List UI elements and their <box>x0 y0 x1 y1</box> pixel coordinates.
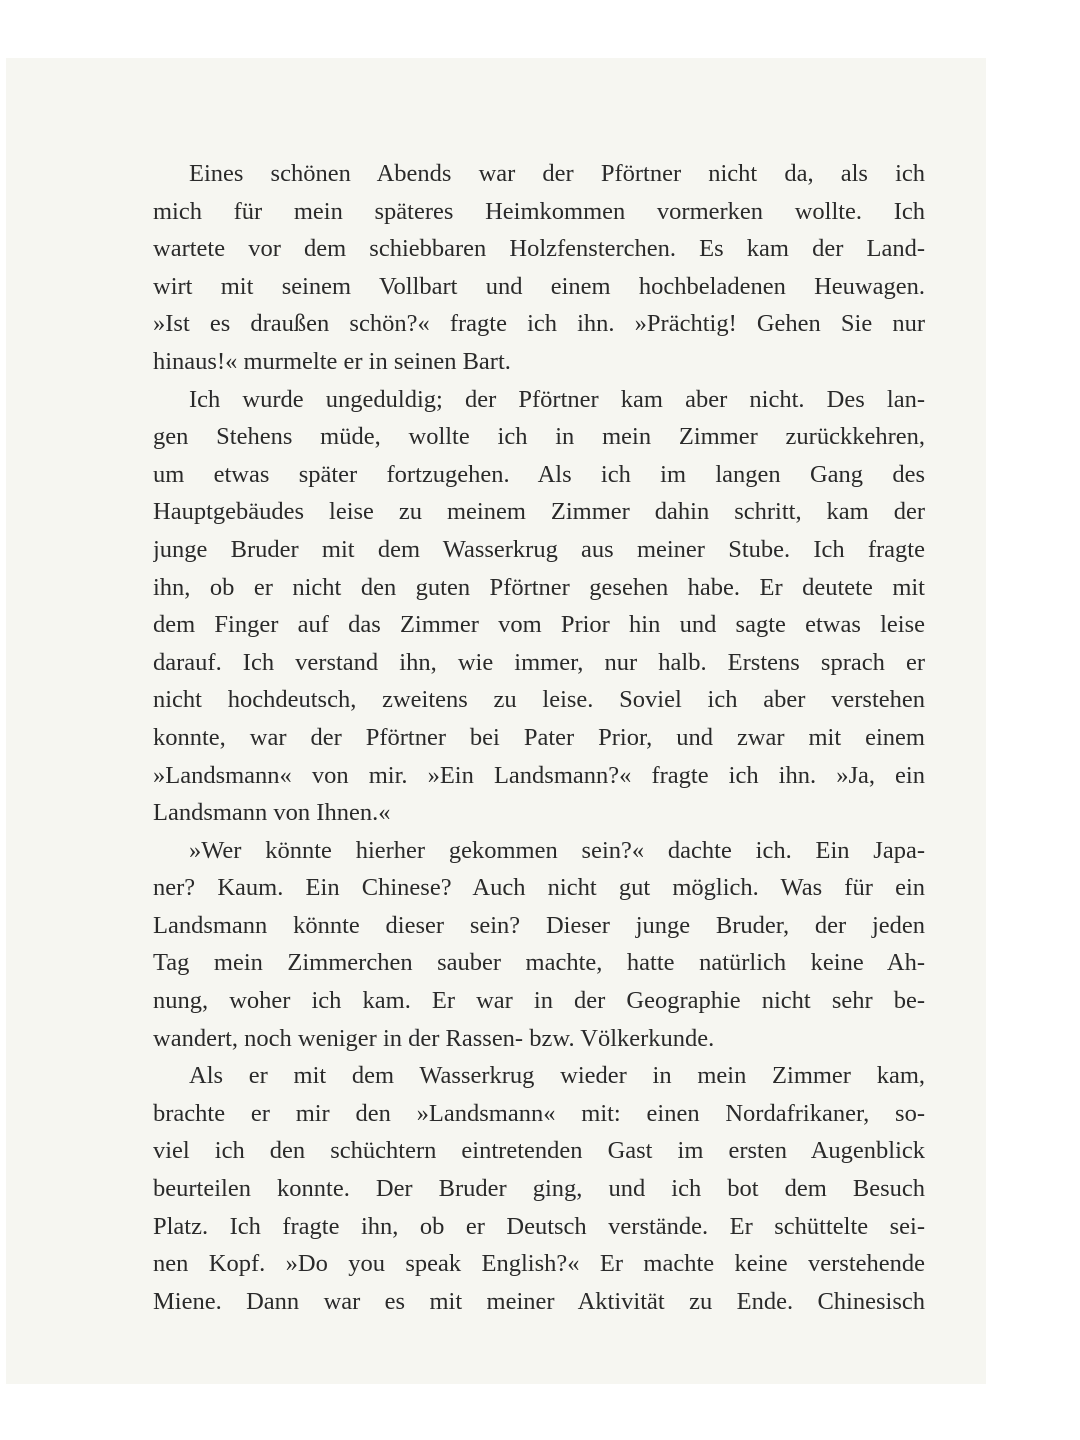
text-line: nicht hochdeutsch, zweitens zu leise. Soviel ich aber verstehen <box>153 686 925 714</box>
text-line: nung, woher ich kam. Er war in der Geographie nicht sehr be- <box>153 987 925 1015</box>
text-line: »Landsmann« von mir. »Ein Landsmann?« fragte ich ihn. »Ja, ein <box>153 761 925 789</box>
text-line: Landsmann von Ihnen.« <box>153 799 391 827</box>
paragraph <box>153 155 925 381</box>
text-line: Ich wurde ungeduldig; der Pförtner kam aber nicht. Des lan- <box>189 385 925 413</box>
text-line: Hauptgebäudes leise zu meinem Zimmer dahin schritt, kam der <box>153 498 925 526</box>
text-line: Miene. Dann war es mit meiner Aktivität zu Ende. Chinesisch <box>153 1287 925 1315</box>
text-line: »Wer könnte hierher gekommen sein?« dachte ich. Ein Japa- <box>189 836 925 864</box>
text-line: junge Bruder mit dem Wasserkrug aus meiner Stube. Ich fragte <box>153 535 925 563</box>
text-line: dem Finger auf das Zimmer vom Prior hin und sagte etwas leise <box>153 611 925 639</box>
text-line: gen Stehens müde, wollte ich in mein Zimmer zurückkehren, <box>153 423 925 451</box>
text-line: konnte, war der Pförtner bei Pater Prior, und zwar mit einem <box>153 723 925 751</box>
text-line: Als er mit dem Wasserkrug wieder in mein Zimmer kam, <box>189 1062 925 1090</box>
text-line: Platz. Ich fragte ihn, ob er Deutsch verstände. Er schüttelte sei- <box>153 1212 925 1240</box>
text-line: Landsmann könnte dieser sein? Dieser junge Bruder, der jeden <box>153 911 925 939</box>
paragraph <box>153 381 925 832</box>
text-line: wandert, noch weniger in der Rassen- bzw. Völkerkunde. <box>153 1024 715 1052</box>
text-line: Tag mein Zimmerchen sauber machte, hatte natürlich keine Ah- <box>153 949 925 977</box>
paragraph <box>153 832 925 1058</box>
page-text <box>153 155 925 1320</box>
text-line: Eines schönen Abends war der Pförtner nicht da, als ich <box>189 160 925 187</box>
text-line: brachte er mir den »Landsmann« mit: einen Nordafrikaner, so- <box>153 1099 925 1127</box>
text-line: hinaus!« murmelte er in seinen Bart. <box>153 347 511 375</box>
text-line: ihn, ob er nicht den guten Pförtner gesehen habe. Er deutete mit <box>153 573 925 601</box>
text-line: darauf. Ich verstand ihn, wie immer, nur halb. Erstens sprach er <box>153 648 925 676</box>
text-line: wirt mit seinem Vollbart und einem hochbeladenen Heuwagen. <box>153 272 925 300</box>
text-line: beurteilen konnte. Der Bruder ging, und ich bot dem Besuch <box>153 1175 925 1203</box>
text-line: wartete vor dem schiebbaren Holzfensterchen. Es kam der Land- <box>153 235 925 263</box>
text-line: um etwas später fortzugehen. Als ich im langen Gang des <box>153 460 925 488</box>
text-line: »Ist es draußen schön?« fragte ich ihn. »Prächtig! Gehen Sie nur <box>153 310 925 338</box>
text-line: mich für mein späteres Heimkommen vormerken wollte. Ich <box>153 197 925 225</box>
text-line: ner? Kaum. Ein Chinese? Auch nicht gut möglich. Was für ein <box>153 874 925 902</box>
paragraph <box>153 1057 925 1320</box>
text-line: viel ich den schüchtern eintretenden Gast im ersten Augenblick <box>153 1137 925 1165</box>
text-line: nen Kopf. »Do you speak English?« Er machte keine verstehende <box>153 1250 925 1278</box>
